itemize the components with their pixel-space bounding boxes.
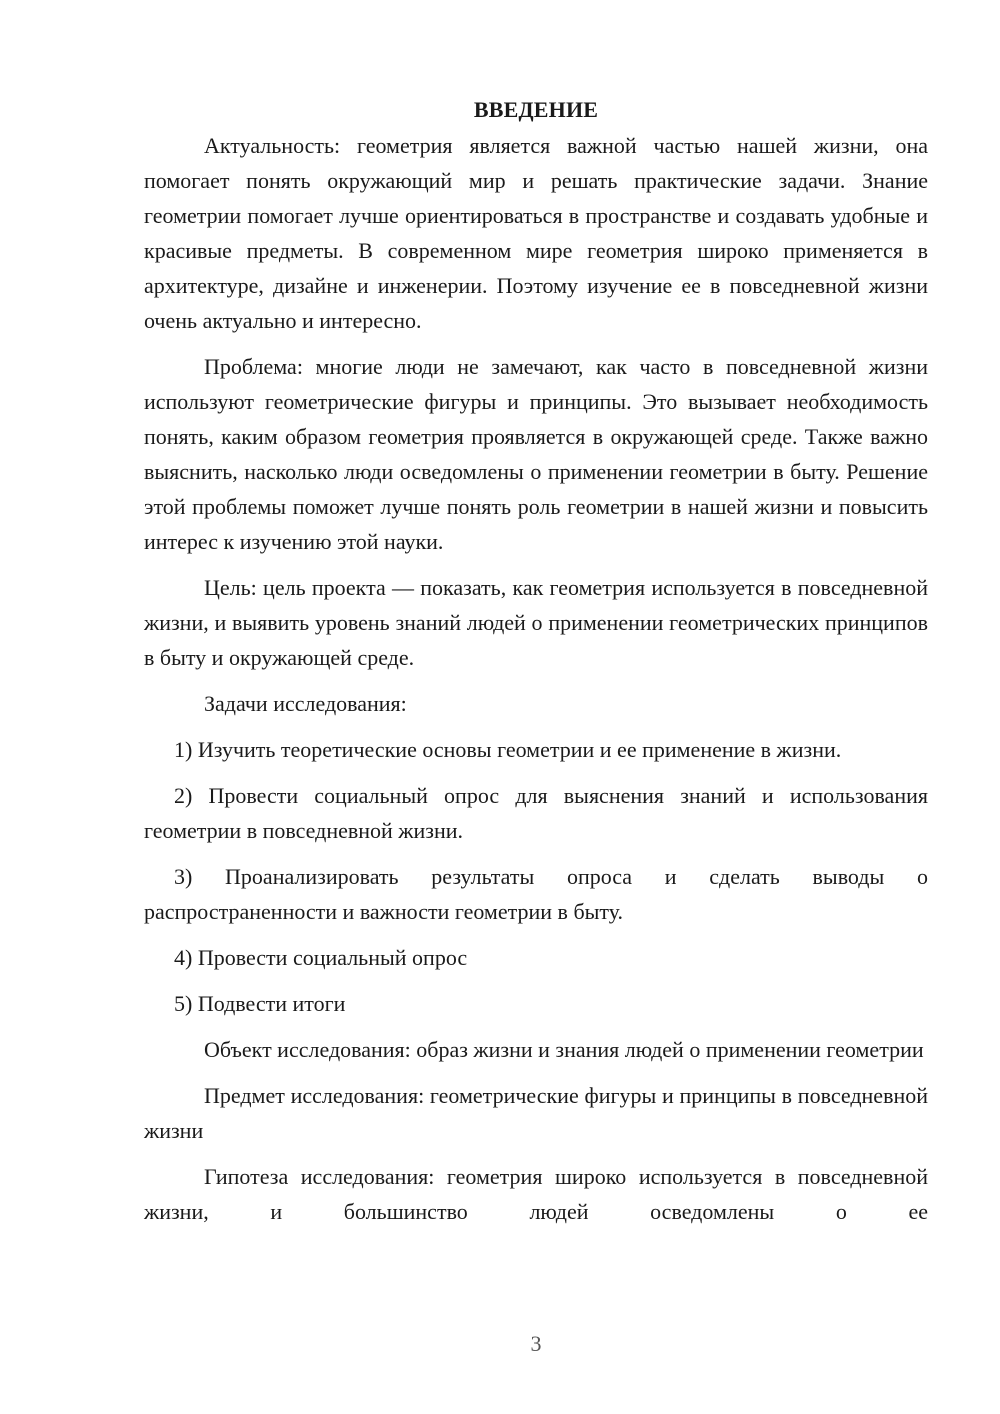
task-item-1: 1) Изучить теоретические основы геометрии и ее применение в жизни. (174, 737, 842, 762)
task-item-3: 3) Проанализировать результаты опроса и сделать выводы о распространенности и важности геометрии в быту. (144, 864, 928, 924)
paragraph-relevance: Актуальность: геометрия является важной частью нашей жизни, она помогает понять окружающий мир и решать практические задачи. Знание геометрии помогает лучше ориентироваться в пространстве и создавать удобные и красивые предметы. В современном мире геометрия широко применяется в архитектуре, дизайне и инженерии. Поэтому изучение ее в повседневной жизни очень актуально и интересно. (144, 133, 928, 333)
paragraph-subject: Предмет исследования: геометрические фигуры и принципы в повседневной жизни (144, 1083, 928, 1143)
paragraph-hypothesis: Гипотеза исследования: геометрия широко используется в повседневной жизни, и большинство людей осведомлены о ее (144, 1164, 928, 1224)
paragraph-goal: Цель: цель проекта — показать, как геометрия используется в повседневной жизни, и выявить уровень знаний людей о применении геометрических принципов в быту и окружающей среде. (144, 575, 928, 670)
task-item-4: 4) Провести социальный опрос (174, 945, 468, 970)
paragraph-problem: Проблема: многие люди не замечают, как часто в повседневной жизни используют геометрические фигуры и принципы. Это вызывает необходимость понять, каким образом геометрия проявляется в окружающей среде. Также важно выяснить, насколько люди осведомлены о применении геометрии в быту. Решение этой проблемы поможет лучше понять роль геометрии в нашей жизни и повысить интерес к изучению этой науки. (144, 354, 928, 554)
page-number: 3 (530, 1331, 542, 1356)
paragraph-object: Объект исследования: образ жизни и знания людей о применении геометрии (204, 1037, 924, 1062)
task-item-5: 5) Подвести итоги (174, 991, 346, 1016)
task-item-2: 2) Провести социальный опрос для выяснения знаний и использования геометрии в повседневной жизни. (144, 783, 928, 843)
document-page (144, 92, 928, 1240)
tasks-heading: Задачи исследования: (204, 691, 407, 716)
section-title: ВВЕДЕНИЕ (473, 97, 599, 122)
